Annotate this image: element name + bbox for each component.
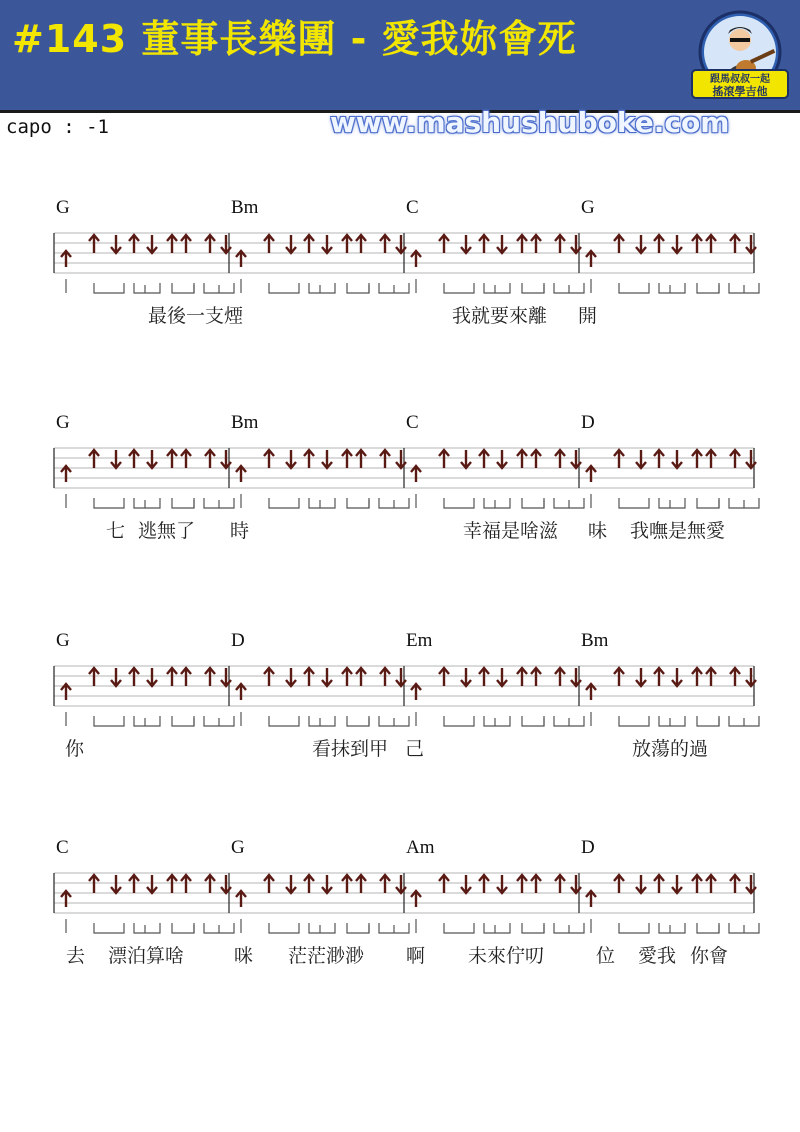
strum-up-arrow-icon <box>236 891 246 907</box>
strum-up-arrow-icon <box>380 450 390 468</box>
strum-up-arrow-icon <box>61 251 71 267</box>
strum-up-arrow-icon <box>342 875 352 893</box>
strum-up-arrow-icon <box>356 668 366 686</box>
strum-up-arrow-icon <box>61 891 71 907</box>
strum-up-arrow-icon <box>586 891 596 907</box>
strum-down-arrow-icon <box>497 450 507 468</box>
strum-up-arrow-icon <box>730 450 740 468</box>
rhythm-notation <box>66 712 234 726</box>
lyric-text: 愛我 <box>638 945 677 967</box>
strum-up-arrow-icon <box>304 450 314 468</box>
strum-up-arrow-icon <box>181 450 191 468</box>
strum-system <box>0 628 800 768</box>
strum-down-arrow-icon <box>286 668 296 686</box>
rhythm-notation <box>66 919 234 933</box>
lyric-text: 咪 <box>234 945 254 967</box>
strum-up-arrow-icon <box>730 235 740 253</box>
strum-down-arrow-icon <box>147 450 157 468</box>
strum-up-arrow-icon <box>236 251 246 267</box>
lyric-text: 去 <box>66 945 86 967</box>
strum-up-arrow-icon <box>517 235 527 253</box>
strum-down-arrow-icon <box>672 875 682 893</box>
strum-down-arrow-icon <box>461 875 471 893</box>
lyric-text: 我嘸是無愛 <box>630 520 726 542</box>
strum-down-arrow-icon <box>111 450 121 468</box>
strum-up-arrow-icon <box>439 450 449 468</box>
lyric-text: 時 <box>230 520 250 542</box>
rhythm-notation <box>591 919 759 933</box>
strum-system <box>0 410 800 550</box>
strum-up-arrow-icon <box>356 450 366 468</box>
strum-up-arrow-icon <box>167 875 177 893</box>
strum-down-arrow-icon <box>636 668 646 686</box>
strum-up-arrow-icon <box>654 668 664 686</box>
strum-up-arrow-icon <box>479 450 489 468</box>
strum-up-arrow-icon <box>380 875 390 893</box>
strum-staff <box>0 195 800 335</box>
strum-up-arrow-icon <box>181 235 191 253</box>
chord-name: D <box>581 412 595 433</box>
strum-up-arrow-icon <box>205 875 215 893</box>
chord-name: D <box>581 837 595 858</box>
strum-up-arrow-icon <box>517 875 527 893</box>
strum-down-arrow-icon <box>286 875 296 893</box>
strum-down-arrow-icon <box>672 450 682 468</box>
lyric-text: 最後一支煙 <box>148 305 244 327</box>
title-bar <box>0 0 800 110</box>
strum-up-arrow-icon <box>706 875 716 893</box>
rhythm-notation <box>591 712 759 726</box>
chord-name: G <box>56 412 70 433</box>
strum-down-arrow-icon <box>636 875 646 893</box>
chord-name: Em <box>406 630 433 651</box>
strum-up-arrow-icon <box>264 668 274 686</box>
lyric-text: 漂泊算啥 <box>108 945 185 967</box>
strum-up-arrow-icon <box>89 875 99 893</box>
strum-up-arrow-icon <box>129 875 139 893</box>
strum-up-arrow-icon <box>167 450 177 468</box>
chord-name: Bm <box>231 412 259 433</box>
strum-up-arrow-icon <box>181 875 191 893</box>
strum-up-arrow-icon <box>264 875 274 893</box>
lyric-text: 未來佇叨 <box>468 945 545 967</box>
rhythm-notation <box>591 279 759 293</box>
strum-up-arrow-icon <box>129 668 139 686</box>
strum-up-arrow-icon <box>555 450 565 468</box>
strum-up-arrow-icon <box>411 891 421 907</box>
strum-up-arrow-icon <box>654 235 664 253</box>
strum-up-arrow-icon <box>205 235 215 253</box>
strum-up-arrow-icon <box>205 668 215 686</box>
strum-up-arrow-icon <box>555 668 565 686</box>
rhythm-notation <box>416 919 584 933</box>
strum-down-arrow-icon <box>636 235 646 253</box>
strum-up-arrow-icon <box>61 684 71 700</box>
strum-up-arrow-icon <box>692 235 702 253</box>
rhythm-notation <box>241 279 409 293</box>
strum-down-arrow-icon <box>461 668 471 686</box>
strum-up-arrow-icon <box>411 251 421 267</box>
capo-label: capo : -1 <box>6 116 109 138</box>
strum-up-arrow-icon <box>129 450 139 468</box>
strum-up-arrow-icon <box>531 450 541 468</box>
lyric-text: 啊 <box>406 945 426 967</box>
logo-text-bottom: 搖滾學吉他 <box>712 85 768 98</box>
strum-down-arrow-icon <box>286 450 296 468</box>
strum-down-arrow-icon <box>672 668 682 686</box>
strum-down-arrow-icon <box>461 450 471 468</box>
strum-up-arrow-icon <box>205 450 215 468</box>
chord-name: G <box>231 837 245 858</box>
strum-up-arrow-icon <box>342 450 352 468</box>
lyric-text: 你會 <box>690 945 729 967</box>
strum-system <box>0 195 800 335</box>
strum-up-arrow-icon <box>692 450 702 468</box>
logo-text-top: 跟馬叔叔一起 <box>710 74 770 85</box>
strum-down-arrow-icon <box>147 235 157 253</box>
strum-up-arrow-icon <box>692 875 702 893</box>
strum-up-arrow-icon <box>439 235 449 253</box>
strum-up-arrow-icon <box>89 668 99 686</box>
strum-up-arrow-icon <box>356 875 366 893</box>
lyric-text: 逃無了 <box>138 520 196 542</box>
strum-down-arrow-icon <box>322 450 332 468</box>
chord-name: Bm <box>581 630 609 651</box>
strum-up-arrow-icon <box>706 668 716 686</box>
rhythm-notation <box>241 712 409 726</box>
strum-down-arrow-icon <box>672 235 682 253</box>
strum-up-arrow-icon <box>706 235 716 253</box>
strum-up-arrow-icon <box>517 450 527 468</box>
website-url: www.mashushuboke.com <box>330 106 730 139</box>
strum-up-arrow-icon <box>304 875 314 893</box>
strum-down-arrow-icon <box>497 235 507 253</box>
strum-down-arrow-icon <box>322 875 332 893</box>
strum-up-arrow-icon <box>555 875 565 893</box>
lyric-text: 茫茫渺渺 <box>288 945 365 967</box>
strum-up-arrow-icon <box>380 235 390 253</box>
strum-system <box>0 835 800 975</box>
strum-up-arrow-icon <box>236 684 246 700</box>
lyric-text: 看抹到甲 <box>312 738 389 760</box>
strum-up-arrow-icon <box>380 668 390 686</box>
strum-down-arrow-icon <box>322 668 332 686</box>
lyric-text: 幸福是啥滋 <box>463 520 559 542</box>
strum-up-arrow-icon <box>531 875 541 893</box>
strum-up-arrow-icon <box>304 668 314 686</box>
strum-up-arrow-icon <box>730 875 740 893</box>
strum-up-arrow-icon <box>61 466 71 482</box>
chord-name: C <box>406 197 419 218</box>
rhythm-notation <box>416 279 584 293</box>
lyric-text: 你 <box>65 738 85 760</box>
strum-up-arrow-icon <box>531 235 541 253</box>
strum-down-arrow-icon <box>636 450 646 468</box>
strum-up-arrow-icon <box>586 466 596 482</box>
strum-down-arrow-icon <box>497 668 507 686</box>
lyric-text: 味 <box>588 520 608 542</box>
strum-up-arrow-icon <box>439 875 449 893</box>
strum-up-arrow-icon <box>181 668 191 686</box>
strum-down-arrow-icon <box>497 875 507 893</box>
rhythm-notation <box>591 494 759 508</box>
strum-up-arrow-icon <box>614 450 624 468</box>
strum-up-arrow-icon <box>586 251 596 267</box>
strum-down-arrow-icon <box>286 235 296 253</box>
lyric-text: 七 <box>106 520 126 542</box>
strum-down-arrow-icon <box>461 235 471 253</box>
lyric-text: 放蕩的過 <box>632 738 709 760</box>
strum-up-arrow-icon <box>129 235 139 253</box>
strum-up-arrow-icon <box>517 668 527 686</box>
guitar-player-icon <box>690 10 790 102</box>
rhythm-notation <box>66 279 234 293</box>
strum-up-arrow-icon <box>304 235 314 253</box>
strum-down-arrow-icon <box>111 668 121 686</box>
rhythm-notation <box>241 919 409 933</box>
song-title: #143 董事長樂團 - 愛我妳會死 <box>12 17 577 61</box>
chord-name: C <box>56 837 69 858</box>
strum-up-arrow-icon <box>654 875 664 893</box>
chord-name: G <box>56 630 70 651</box>
strum-up-arrow-icon <box>264 450 274 468</box>
strum-down-arrow-icon <box>322 235 332 253</box>
strum-up-arrow-icon <box>555 235 565 253</box>
strum-up-arrow-icon <box>411 466 421 482</box>
strum-up-arrow-icon <box>614 875 624 893</box>
strum-up-arrow-icon <box>89 450 99 468</box>
lyric-text: 開 <box>578 305 598 327</box>
strum-up-arrow-icon <box>411 684 421 700</box>
strum-up-arrow-icon <box>654 450 664 468</box>
strum-down-arrow-icon <box>111 235 121 253</box>
lyric-text: 己 <box>405 738 425 760</box>
strum-up-arrow-icon <box>614 668 624 686</box>
strum-up-arrow-icon <box>342 668 352 686</box>
strum-up-arrow-icon <box>264 235 274 253</box>
strum-up-arrow-icon <box>89 235 99 253</box>
rhythm-notation <box>66 494 234 508</box>
strum-up-arrow-icon <box>692 668 702 686</box>
strum-up-arrow-icon <box>439 668 449 686</box>
strum-up-arrow-icon <box>479 668 489 686</box>
chord-name: C <box>406 412 419 433</box>
strum-up-arrow-icon <box>531 668 541 686</box>
strum-up-arrow-icon <box>479 235 489 253</box>
chord-name: D <box>231 630 245 651</box>
strum-up-arrow-icon <box>342 235 352 253</box>
lyric-text: 位 <box>596 945 616 967</box>
strum-up-arrow-icon <box>706 450 716 468</box>
strum-up-arrow-icon <box>586 684 596 700</box>
strum-up-arrow-icon <box>614 235 624 253</box>
strum-up-arrow-icon <box>356 235 366 253</box>
rhythm-notation <box>241 494 409 508</box>
strum-up-arrow-icon <box>236 466 246 482</box>
strum-up-arrow-icon <box>167 668 177 686</box>
rhythm-notation <box>416 494 584 508</box>
chord-name: Am <box>406 837 435 858</box>
rhythm-notation <box>416 712 584 726</box>
strum-up-arrow-icon <box>479 875 489 893</box>
lyric-text: 我就要來離 <box>452 305 548 327</box>
chord-name: G <box>581 197 595 218</box>
strum-down-arrow-icon <box>147 668 157 686</box>
strum-up-arrow-icon <box>167 235 177 253</box>
strum-up-arrow-icon <box>730 668 740 686</box>
chord-name: Bm <box>231 197 259 218</box>
strum-down-arrow-icon <box>147 875 157 893</box>
chord-name: G <box>56 197 70 218</box>
strum-down-arrow-icon <box>111 875 121 893</box>
